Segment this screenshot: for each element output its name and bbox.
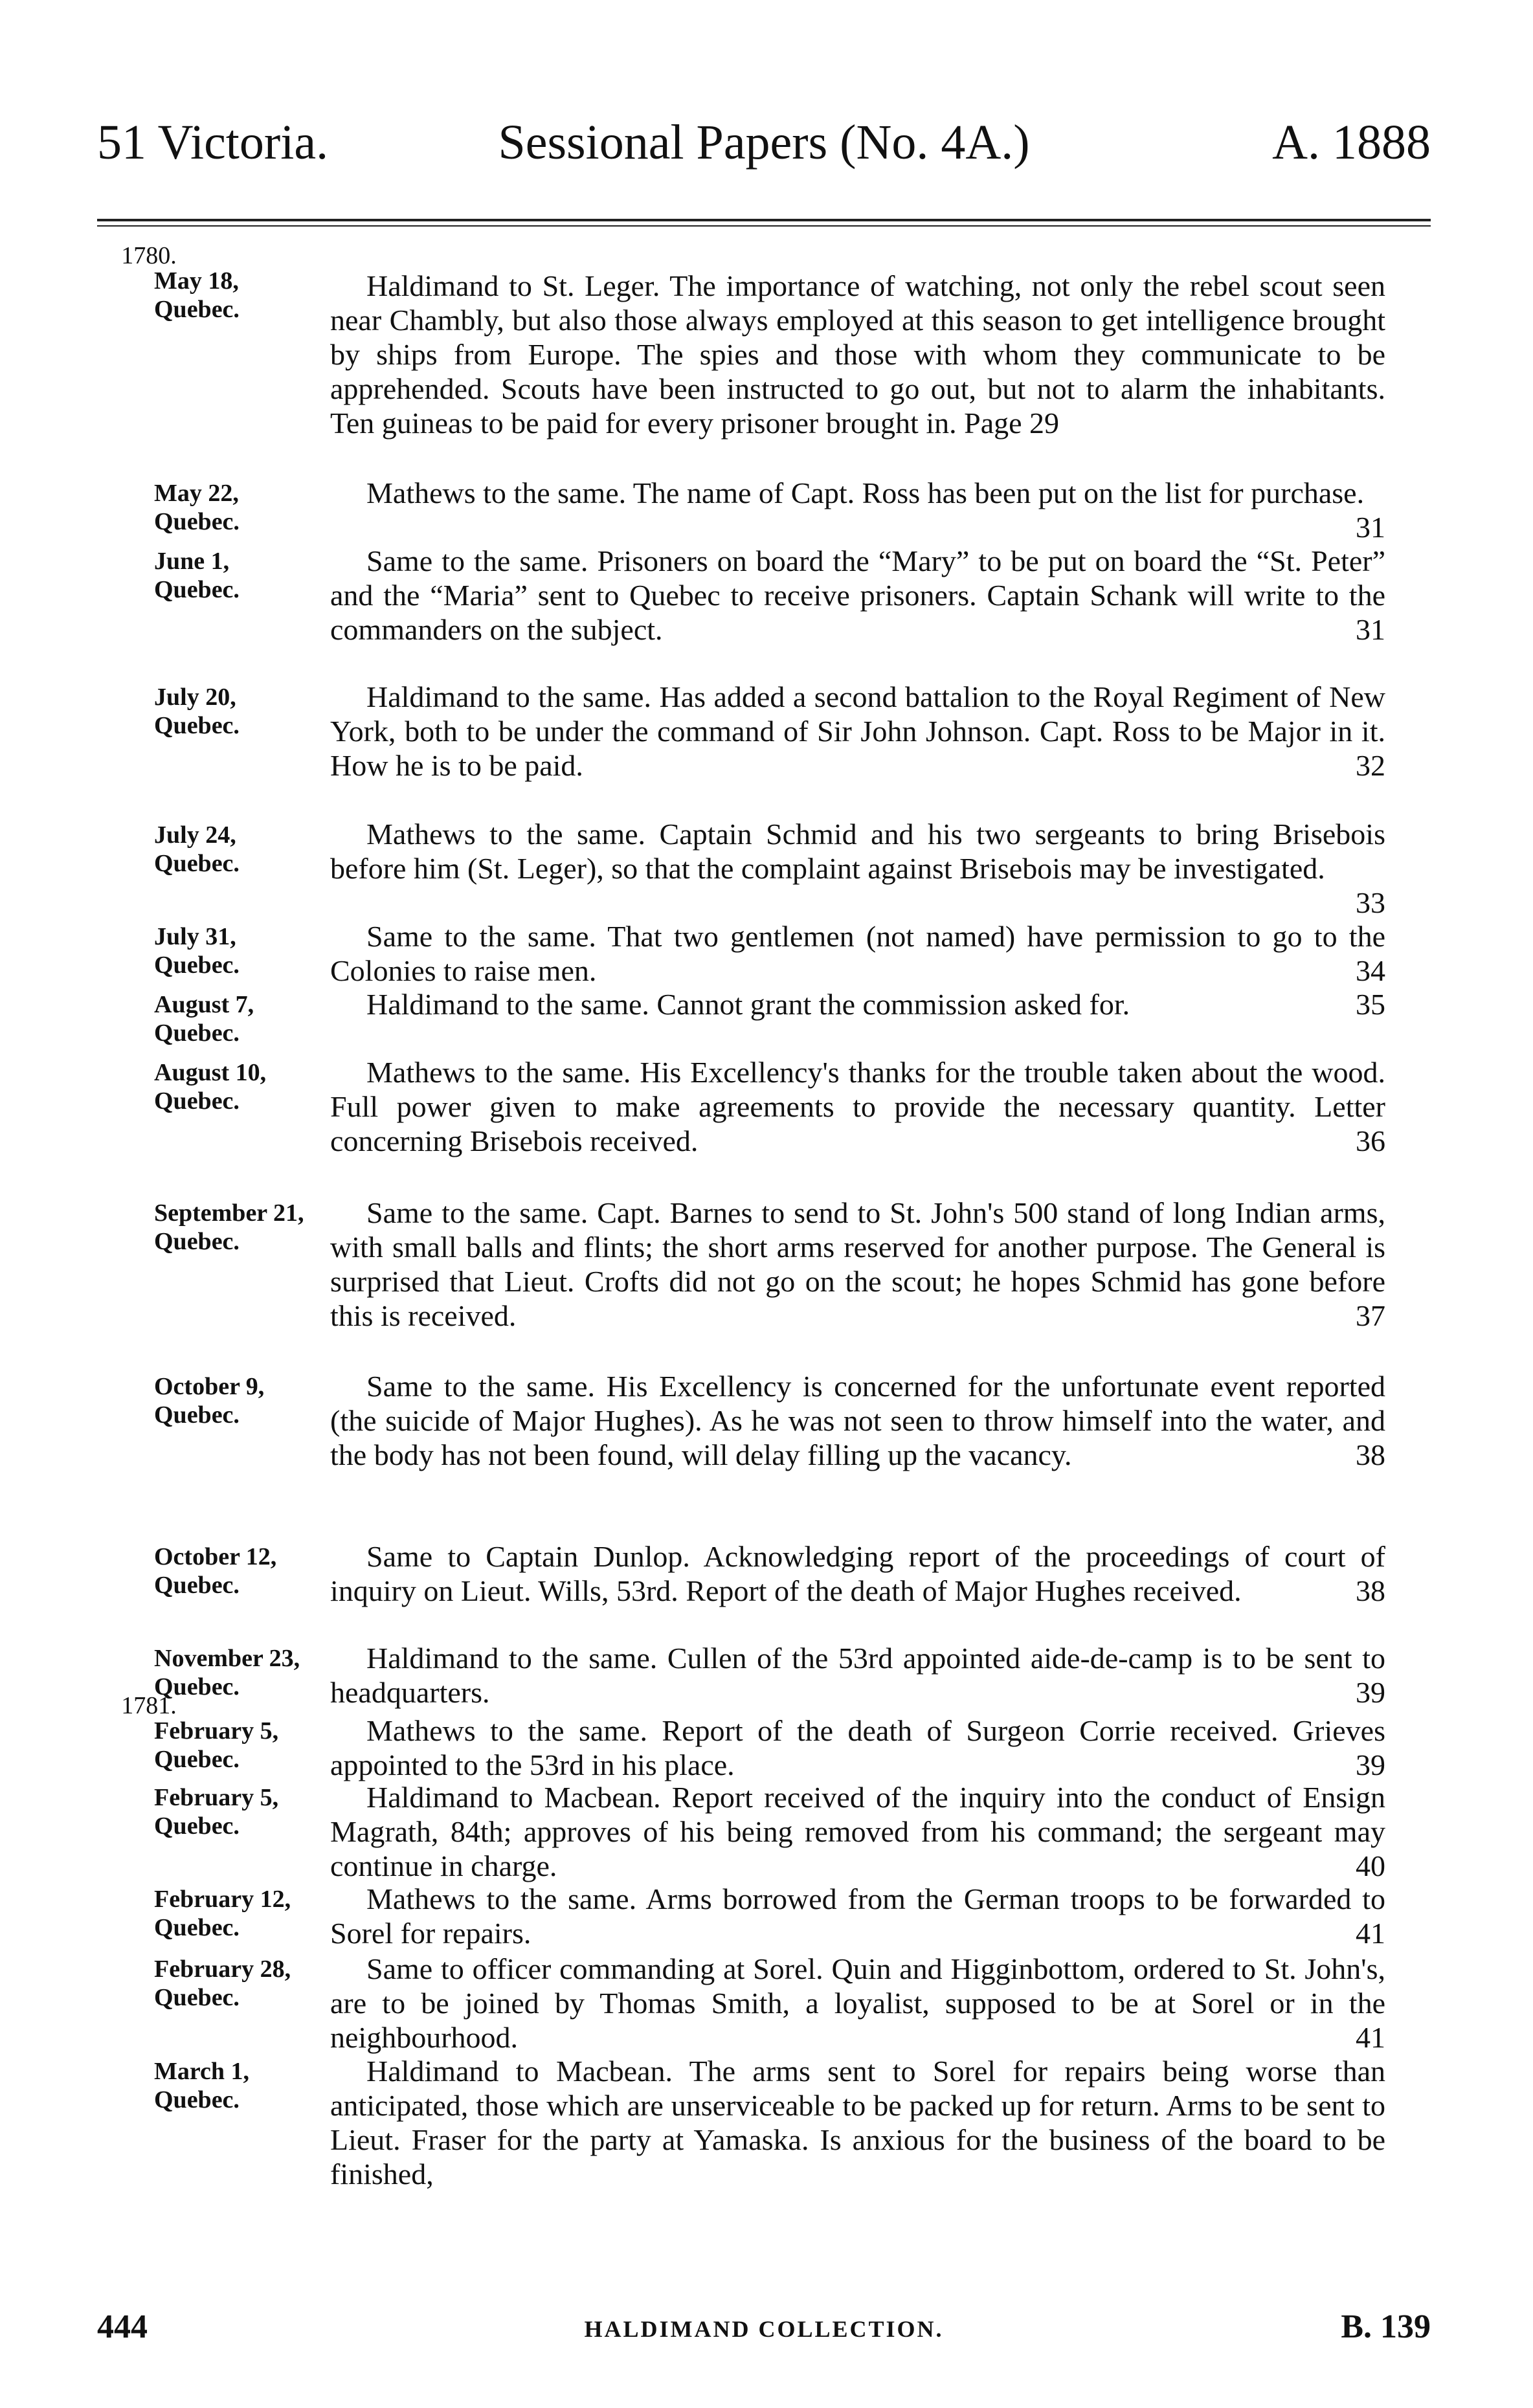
entry-date: July 20, Quebec. — [154, 684, 240, 739]
entry-text: Haldimand to the same. Cullen of the 53rd appointed aide-de-camp is to be sent to headquarters. 39 — [330, 1642, 1385, 1709]
entry-text: Mathews to the same. Arms borrowed from the German troops to be forwarded to Sorel for repairs. 41 — [330, 1882, 1385, 1950]
entry-text: Same to the same. That two gentlemen (not named) have permission to go to the Colonies to raise men. 34 — [330, 920, 1385, 987]
entry-text: Haldimand to the same. Has added a second battalion to the Royal Regiment of New York, both to be under the command of Sir John Johnson. Capt. Ross to be Major in it. How he is to be paid. 32 — [330, 680, 1385, 782]
entry-text: Mathews to the same. The name of Capt. Ross has been put on the list for purchase. 31 — [366, 476, 1385, 544]
entry-date: February 5, Quebec. — [154, 1784, 279, 1840]
entry-date: September 21, Quebec. — [154, 1199, 304, 1255]
entry-date: July 24, Quebec. — [154, 821, 240, 877]
entry-date: June 1, Quebec. — [154, 548, 240, 603]
header-session: 51 Victoria. — [97, 115, 329, 170]
footer-page-number: 444 — [97, 2308, 148, 2345]
entry-text: Mathews to the same. Captain Schmid and his two sergeants to bring Brisebois before him (St. Leger), so that the complaint against Brisebois may be investigated. 33 — [330, 818, 1385, 919]
entry-date: May 18, Quebec. — [154, 267, 240, 323]
entry-text: Haldimand to St. Leger. The importance of watching, not only the rebel scout seen near Chambly, but also those always employed at this season to get intelligence brought by ships from Europe. The spies and those with whom they communicate to be apprehended. Scouts have been instructed to go out, but not to alarm the inhabitants. Ten guineas to be paid for every prisoner brought in. Page 29 — [330, 269, 1385, 440]
year-1781: 1781. — [121, 1692, 177, 1719]
entry-date: October 9, Quebec. — [154, 1373, 265, 1429]
header-rule-thin — [97, 225, 1431, 227]
entry-text: Same to the same. Capt. Barnes to send to St. John's 500 stand of long Indian arms, with small balls and flints; the short arms reserved for another purpose. The General is surprised that Lieut. Crofts did not go on the scout; he hopes Schmid has gone before this is received. 37 — [330, 1196, 1385, 1332]
entry-text: Same to the same. Prisoners on board the “Mary” to be put on board the “St. Peter” and the “Maria” sent to Quebec to receive prisoners. Captain Schank will write to the commanders on the subject. 31 — [330, 544, 1385, 646]
footer-collection-title: HALDIMAND COLLECTION. — [584, 2316, 944, 2342]
header-rule — [97, 219, 1431, 221]
entry-date: August 7, Quebec. — [154, 991, 254, 1047]
entry-date: July 31, Quebec. — [154, 923, 240, 979]
entry-text: Same to the same. His Excellency is concerned for the unfortunate event reported (the suicide of Major Hughes). As he was not seen to throw himself into the water, and the body has not been found, will delay filling up the vacancy. 38 — [330, 1370, 1385, 1471]
entry-date: March 1, Quebec. — [154, 2058, 250, 2113]
header-title: Sessional Papers (No. 4A.) — [498, 115, 1030, 170]
entry-date: August 10, Quebec. — [154, 1059, 267, 1115]
entry-text: Haldimand to Macbean. Report received of the inquiry into the conduct of Ensign Magrath, 84th; approves of his being removed from his command; the sergeant may continue in charge. 40 — [330, 1781, 1385, 1882]
header-year: A. 1888 — [1272, 115, 1431, 170]
entry-text: Same to Captain Dunlop. Acknowledging report of the proceedings of court of inquiry on Lieut. Wills, 53rd. Report of the death of Major Hughes received. 38 — [330, 1540, 1385, 1607]
entry-text: Mathews to the same. His Excellency's thanks for the trouble taken about the wood. Full power given to make agreements to provide the necessary quantity. Letter concerning Brisebois received. 36 — [330, 1056, 1385, 1157]
entry-text: Haldimand to the same. Cannot grant the commission asked for. 35 — [366, 988, 1385, 1021]
page-footer — [97, 2308, 1431, 2359]
entry-date: November 23, Quebec. — [154, 1645, 300, 1700]
footer-signature: B. 139 — [1341, 2308, 1431, 2345]
entry-date: May 22, Quebec. — [154, 480, 240, 535]
entry-text: Same to officer commanding at Sorel. Quin and Higginbottom, ordered to St. John's, are to be joined by Thomas Smith, a loyalist, supposed to be at Sorel or in the neighbourhood. 41 — [330, 1952, 1385, 2054]
entry-date: February 28, Quebec. — [154, 1956, 291, 2011]
entry-text: Haldimand to Macbean. The arms sent to Sorel for repairs being worse than anticipated, those which are unserviceable to be packed up for return. Arms to be sent to Lieut. Fraser for the party at Yamaska. Is anxious for the business of the board to be finished, — [330, 2055, 1385, 2191]
entry-date: October 12, Quebec. — [154, 1543, 277, 1599]
entry-text: Mathews to the same. Report of the death of Surgeon Corrie received. Grieves appointed to the 53rd in his place. 39 — [330, 1714, 1385, 1781]
year-1780: 1780. — [121, 242, 177, 269]
entry-date: February 12, Quebec. — [154, 1886, 291, 1941]
page-header — [97, 110, 1431, 188]
entry-date: February 5, Quebec. — [154, 1717, 279, 1773]
